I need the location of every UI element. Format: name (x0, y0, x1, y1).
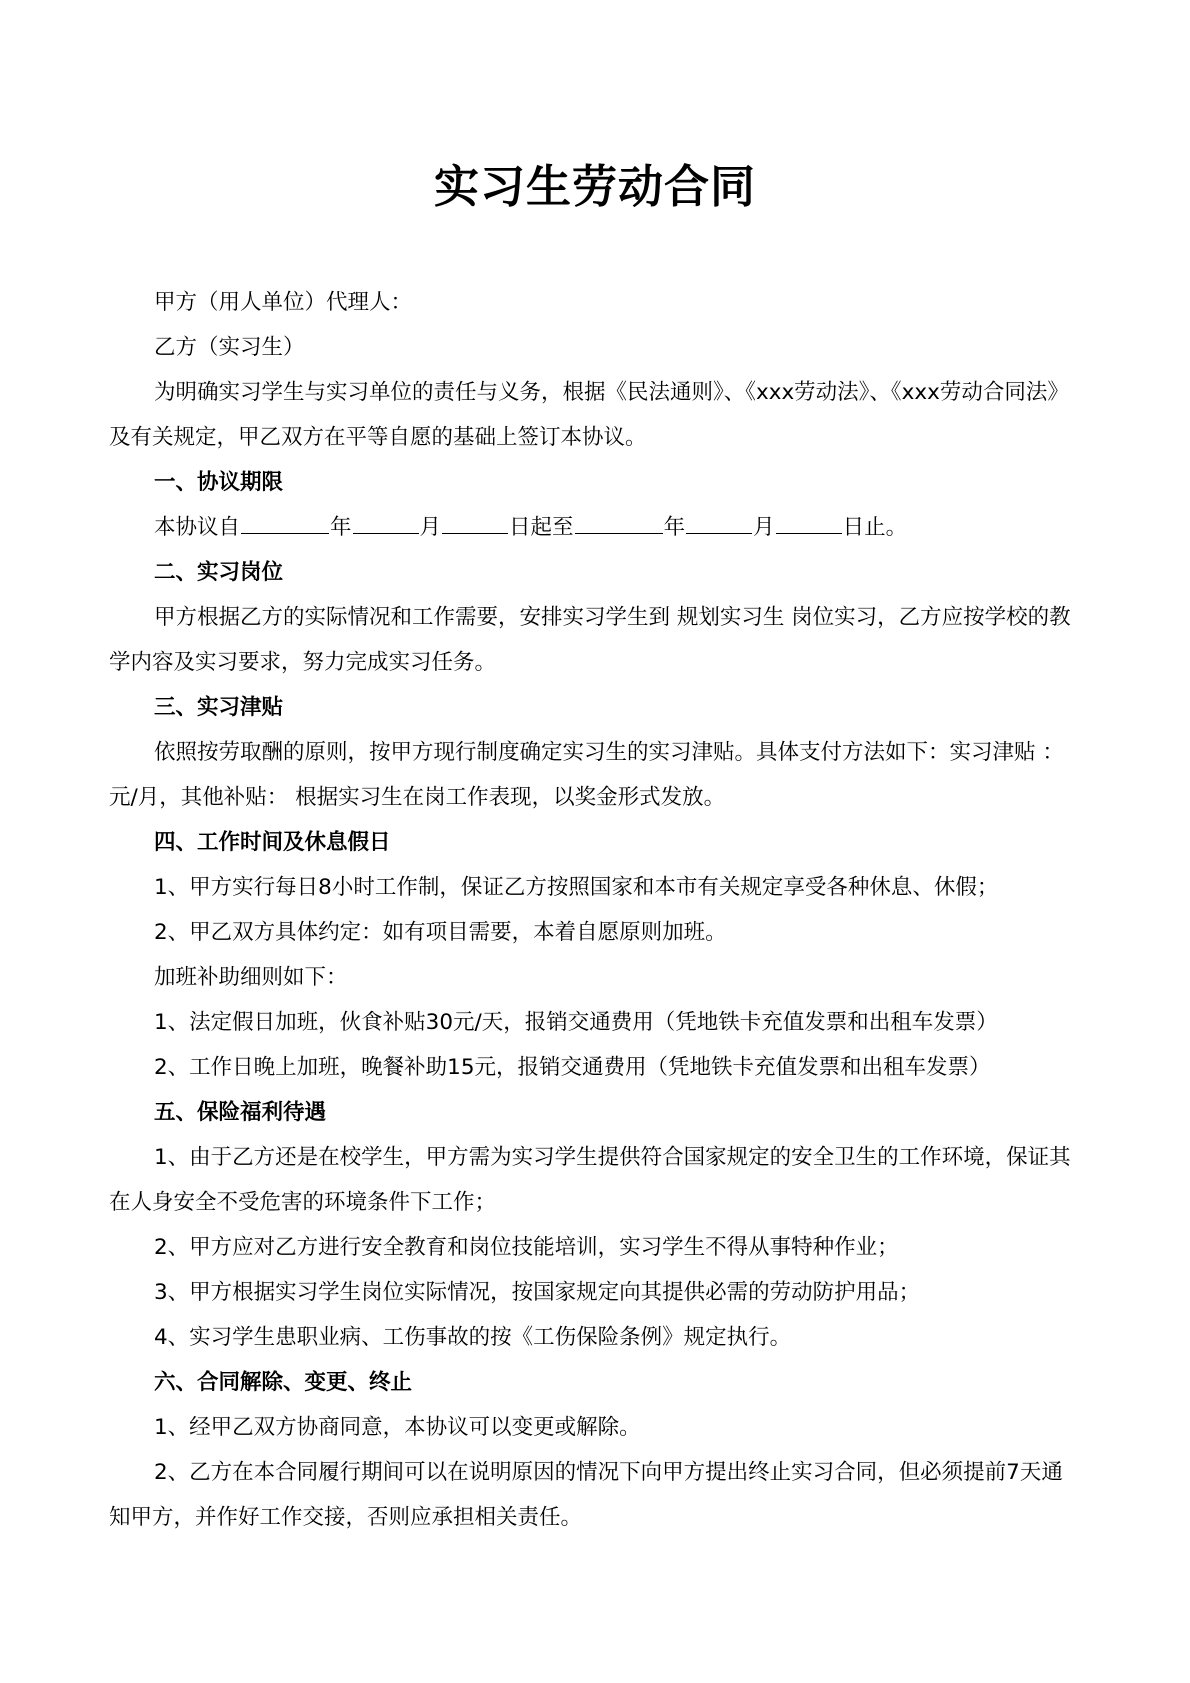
end-day-blank (776, 509, 842, 534)
section-2-heading: 二、实习岗位 (154, 560, 284, 585)
section-4-item-1: 1、甲方实行每日8小时工作制，保证乙方按照国家和本市有关规定享受各种休息、休假； (154, 875, 999, 900)
party-a-line: 甲方（用人单位）代理人： (154, 290, 413, 315)
section-5-item-2: 2、甲方应对乙方进行安全教育和岗位技能培训，实习学生不得从事特种作业； (154, 1235, 899, 1260)
term-line (109, 505, 1084, 550)
intro-paragraph: 为明确实习学生与实习单位的责任与义务，根据《民法通则》、《xxx劳动法》、《xxx劳动合同法》及有关规定，甲乙双方在平等自愿的基础上签订本协议。 (109, 380, 1069, 450)
section-5-item-3: 3、甲方根据实习学生岗位实际情况，按国家规定向其提供必需的劳动防护用品； (154, 1280, 921, 1305)
contract-body (109, 280, 1084, 1540)
party-b-line: 乙方（实习生） (154, 335, 305, 360)
section-3-body: 依照按劳取酬的原则，按甲方现行制度确定实习生的实习津贴。具体支付方法如下：实习津贴 ：元/月，其他补贴： 根据实习生在岗工作表现，以奖金形式发放。 (109, 740, 1064, 810)
section-3-heading: 三、实习津贴 (154, 695, 284, 720)
term-text-to: 日起至 (509, 515, 574, 540)
start-day-blank (442, 509, 508, 534)
start-year-blank (241, 509, 329, 534)
term-text-month-2: 月 (753, 515, 775, 540)
section-5-item-4: 4、实习学生患职业病、工伤事故的按《工伤保险条例》规定执行。 (154, 1325, 792, 1350)
term-text-end: 日止。 (842, 515, 908, 540)
section-5-item-1: 1、由于乙方还是在校学生，甲方需为实习学生提供符合国家规定的安全卫生的工作环境，保证其在人身安全不受危害的环境条件下工作； (109, 1145, 1071, 1215)
term-text-year: 年 (330, 515, 352, 540)
section-6-heading: 六、合同解除、变更、终止 (154, 1370, 413, 1395)
section-2-body: 甲方根据乙方的实际情况和工作需要，安排实习学生到 规划实习生 岗位实习，乙方应按学校的教学内容及实习要求，努力完成实习任务。 (109, 605, 1071, 675)
term-text-start: 本协议自 (154, 515, 241, 540)
page-title: 实习生劳动合同 (433, 160, 756, 213)
start-month-blank (353, 509, 419, 534)
section-4-item-2: 2、甲乙双方具体约定：如有项目需要，本着自愿原则加班。 (154, 920, 727, 945)
section-6-item-1: 1、经甲乙双方协商同意，本协议可以变更或解除。 (154, 1415, 641, 1440)
term-text-month: 月 (419, 515, 442, 540)
overtime-item-2: 2、工作日晚上加班，晚餐补助15元，报销交通费用（凭地铁卡充值发票和出租车发票） (154, 1055, 991, 1080)
end-year-blank (575, 509, 663, 534)
section-5-heading: 五、保险福利待遇 (154, 1100, 327, 1125)
overtime-subheading: 加班补助细则如下： (154, 965, 348, 990)
section-6-item-2: 2、乙方在本合同履行期间可以在说明原因的情况下向甲方提出终止实习合同，但必须提前7天通知甲方，并作好工作交接，否则应承担相关责任。 (109, 1460, 1063, 1530)
end-month-blank (686, 509, 752, 534)
section-4-heading: 四、工作时间及休息假日 (154, 830, 391, 855)
overtime-item-1: 1、法定假日加班，伙食补贴30元/天，报销交通费用（凭地铁卡充值发票和出租车发票） (154, 1010, 998, 1035)
section-1-heading: 一、协议期限 (154, 470, 284, 495)
term-text-year-2: 年 (663, 515, 686, 540)
